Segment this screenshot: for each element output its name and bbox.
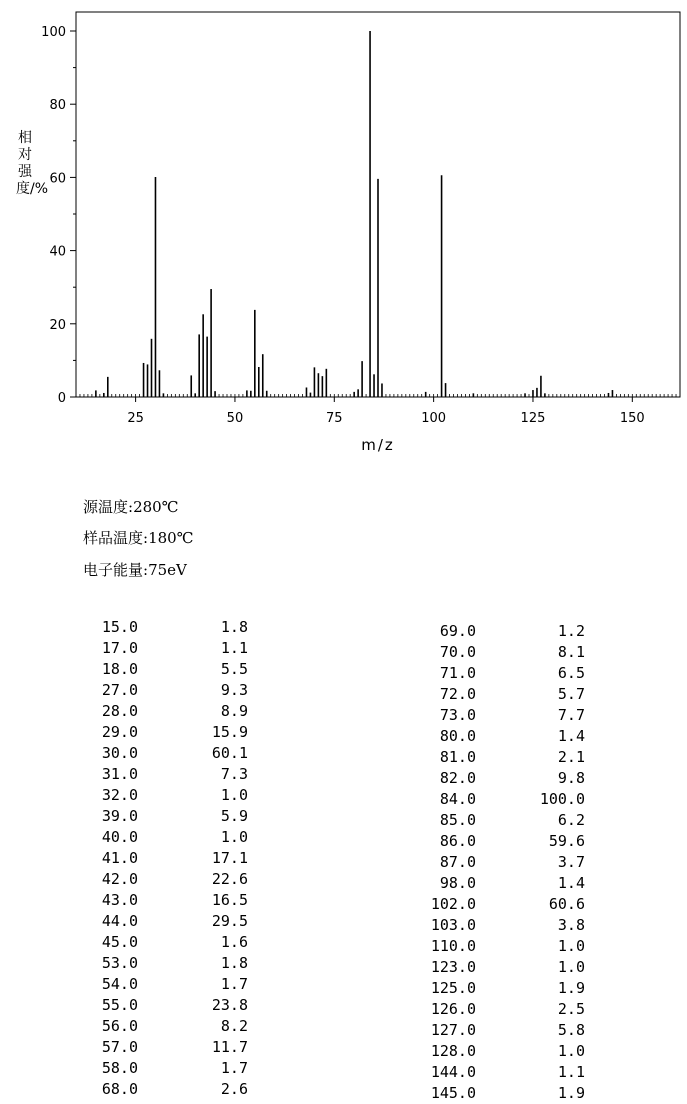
intensity-value: 2.5 [557,1000,585,1018]
intensity-value: 7.7 [557,706,585,724]
intensity-value: 5.8 [557,1021,585,1039]
mz-value: 55.0 [101,996,138,1014]
mz-value: 84.0 [439,790,476,808]
intensity-value: 1.7 [220,975,248,993]
intensity-value: 1.4 [557,874,585,892]
intensity-value: 11.7 [211,1038,248,1056]
intensity-value: 5.7 [557,685,585,703]
peak-table-row [80,617,260,638]
intensity-value: 1.6 [220,933,248,951]
mz-value: 44.0 [101,912,138,930]
electron-energy-value: 75eV [148,561,187,579]
peak-table-row [80,911,260,932]
mz-value: 53.0 [101,954,138,972]
mz-value: 125.0 [430,979,476,997]
intensity-value: 7.3 [220,765,248,783]
mz-value: 145.0 [430,1084,476,1102]
peak-table-row [80,827,260,848]
mz-value: 68.0 [101,1080,138,1098]
mz-value: 42.0 [101,870,138,888]
peak-table-row [400,747,600,768]
intensity-value: 3.8 [557,916,585,934]
peak-table-row [400,663,600,684]
peak-table-row [400,1041,600,1062]
mz-value: 57.0 [101,1038,138,1056]
mz-value: 29.0 [101,723,138,741]
x-axis-ticks [127,397,644,426]
intensity-value: 5.9 [220,807,248,825]
intensity-value: 6.2 [557,811,585,829]
intensity-value: 8.1 [557,643,585,661]
peak-table-row [80,848,260,869]
intensity-value: 8.2 [220,1017,248,1035]
intensity-value: 29.5 [211,912,248,930]
y-tick-label: 40 [49,244,66,260]
mz-value: 31.0 [101,765,138,783]
peak-table-row [400,684,600,705]
intensity-value: 1.4 [557,727,585,745]
intensity-value: 1.0 [557,937,585,955]
intensity-value: 1.7 [220,1059,248,1077]
mz-value: 85.0 [439,811,476,829]
x-tick-label: 150 [619,411,645,426]
mz-value: 128.0 [430,1042,476,1060]
mz-value: 87.0 [439,853,476,871]
peak-table-row [400,894,600,915]
intensity-value: 1.0 [220,786,248,804]
intensity-value: 1.9 [557,1084,585,1102]
mz-value: 70.0 [439,643,476,661]
mz-value: 32.0 [101,786,138,804]
mz-value: 18.0 [101,660,138,678]
peak-table-row [400,873,600,894]
mz-value: 69.0 [439,622,476,640]
intensity-value: 1.0 [557,1042,585,1060]
x-tick-label: 125 [520,411,546,426]
peak-table-row [80,890,260,911]
intensity-value: 8.9 [220,702,248,720]
peak-table-row [400,978,600,999]
mz-value: 98.0 [439,874,476,892]
peak-table-row [400,1020,600,1041]
x-tick-label: 100 [421,411,447,426]
intensity-value: 6.5 [557,664,585,682]
intensity-value: 2.1 [557,748,585,766]
peak-table-row [80,638,260,659]
intensity-value: 59.6 [548,832,585,850]
intensity-value: 1.0 [220,828,248,846]
source-temperature-label: 源温度: [83,498,134,516]
peak-table-row [400,789,600,810]
y-tick-label: 20 [49,317,66,333]
intensity-value: 1.1 [557,1063,585,1081]
mz-value: 86.0 [439,832,476,850]
peak-table-row [400,999,600,1020]
mz-value: 45.0 [101,933,138,951]
intensity-value: 1.8 [220,954,248,972]
intensity-value: 15.9 [211,723,248,741]
peak-table-row [80,722,260,743]
intensity-value: 60.6 [548,895,585,913]
peak-table-row [400,810,600,831]
intensity-value: 1.2 [557,622,585,640]
peak-table-row [400,852,600,873]
peak-table-row [400,831,600,852]
peak-table-row [80,953,260,974]
mz-value: 81.0 [439,748,476,766]
peak-table-row [400,915,600,936]
mass-spectrum-chart [0,0,687,470]
intensity-value: 16.5 [211,891,248,909]
mz-value: 54.0 [101,975,138,993]
peak-table-row [80,1016,260,1037]
mz-value: 40.0 [101,828,138,846]
y-axis-label: 相对强度/% [16,130,49,197]
mz-value: 43.0 [101,891,138,909]
peak-table-row [80,974,260,995]
peak-table-row [400,1062,600,1083]
sample-temperature-label: 样品温度: [83,529,149,547]
intensity-value: 3.7 [557,853,585,871]
mz-value: 126.0 [430,1000,476,1018]
source-temperature [83,496,178,517]
peak-table-row [80,932,260,953]
intensity-value: 2.6 [220,1080,248,1098]
spectrum-peaks [96,31,613,397]
peak-table-row [400,642,600,663]
mz-value: 73.0 [439,706,476,724]
y-tick-label: 0 [57,391,66,406]
peak-table-row [80,785,260,806]
peak-table-row [400,705,600,726]
intensity-value: 9.8 [557,769,585,787]
mz-value: 15.0 [101,618,138,636]
peak-table-row [80,1058,260,1079]
mz-value: 56.0 [101,1017,138,1035]
peak-table-row [80,764,260,785]
peak-table-row [400,621,600,642]
electron-energy-label: 电子能量: [83,561,149,579]
y-tick-label: 60 [49,171,66,187]
intensity-value: 9.3 [220,681,248,699]
mz-value: 30.0 [101,744,138,762]
mz-value: 58.0 [101,1059,138,1077]
mz-value: 71.0 [439,664,476,682]
peak-table-row [400,768,600,789]
x-axis-label: m/z [361,436,395,454]
intensity-value: 17.1 [211,849,248,867]
intensity-value: 60.1 [211,744,248,762]
x-tick-label: 50 [226,411,244,426]
peak-table-row [400,936,600,957]
mz-value: 39.0 [101,807,138,825]
y-tick-label: 80 [49,98,66,114]
mz-value: 110.0 [430,937,476,955]
intensity-value: 23.8 [211,996,248,1014]
x-tick-label: 25 [127,411,144,426]
sample-temperature-value: 180℃ [148,529,194,547]
mz-value: 17.0 [101,639,138,657]
peak-table-row [80,701,260,722]
mz-value: 41.0 [101,849,138,867]
intensity-value: 1.1 [220,639,248,657]
mz-value: 103.0 [430,916,476,934]
peak-table-row [80,1037,260,1058]
sample-temperature [83,527,193,548]
peak-table-row [400,957,600,978]
mz-value: 28.0 [101,702,138,720]
intensity-value: 22.6 [211,870,248,888]
peak-table-row [80,659,260,680]
intensity-value: 100.0 [539,790,585,808]
peak-table-row [80,995,260,1016]
mz-value: 72.0 [439,685,476,703]
y-tick-label: 100 [41,25,66,40]
peak-table-right [400,621,600,1104]
y-axis-ticks [41,25,76,406]
x-tick-label: 75 [326,411,343,426]
mz-value: 27.0 [101,681,138,699]
peak-table-row [80,869,260,890]
intensity-value: 5.5 [220,660,248,678]
mz-value: 82.0 [439,769,476,787]
peak-table-row [400,726,600,747]
electron-energy [83,559,187,580]
mz-value: 127.0 [430,1021,476,1039]
intensity-value: 1.0 [557,958,585,976]
mz-value: 123.0 [430,958,476,976]
peak-table-left [80,617,260,1100]
peak-table-row [80,680,260,701]
mz-value: 102.0 [430,895,476,913]
source-temperature-value: 280℃ [133,498,179,516]
peak-table-row [80,806,260,827]
intensity-value: 1.8 [220,618,248,636]
peak-table-row [80,1079,260,1100]
mz-value: 80.0 [439,727,476,745]
mz-value: 144.0 [430,1063,476,1081]
peak-table-row [80,743,260,764]
intensity-value: 1.9 [557,979,585,997]
